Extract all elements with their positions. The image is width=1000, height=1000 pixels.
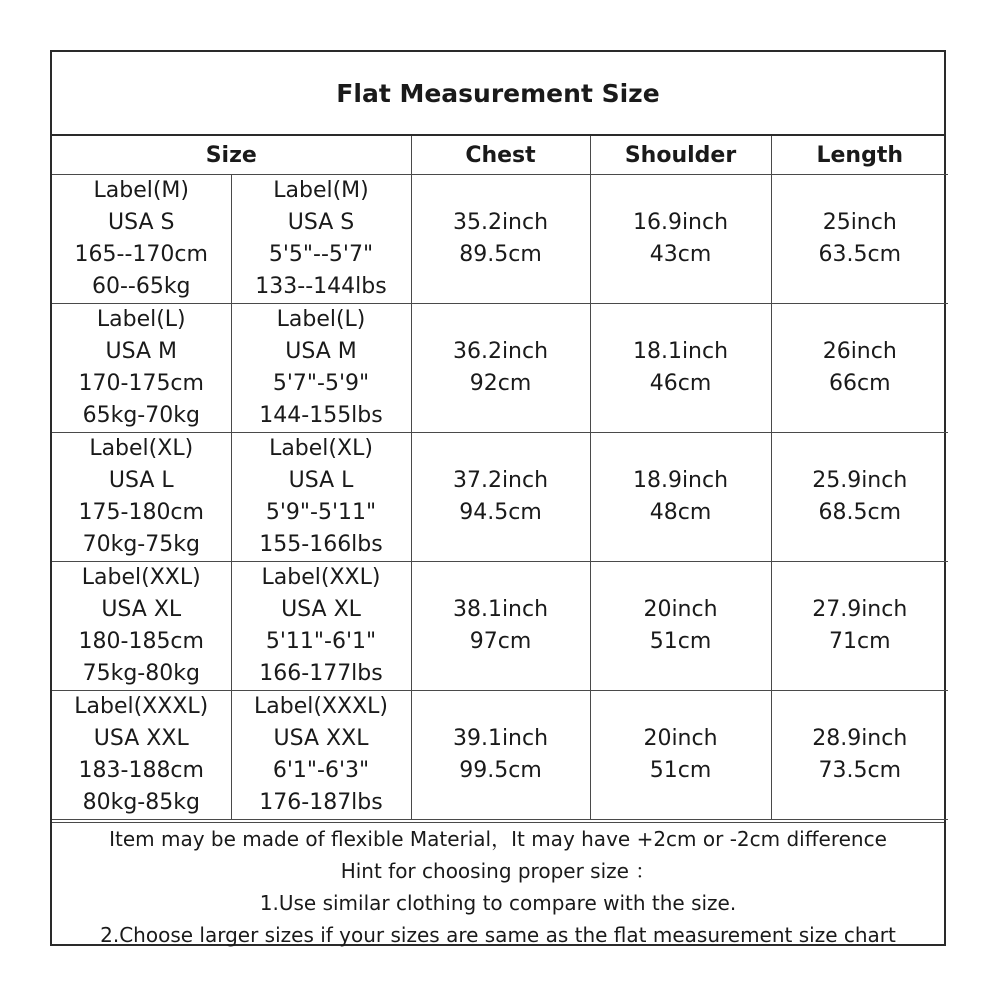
size-metric-cell: Label(XXL) USA XL 180-185cm 75kg-80kg bbox=[52, 562, 231, 691]
chest-cell: 37.2inch 94.5cm bbox=[411, 433, 590, 562]
length-cell: 25inch 63.5cm bbox=[771, 175, 948, 304]
size-imperial-cell: Label(L) USA M 5'7"-5'9" 144-155lbs bbox=[231, 304, 411, 433]
length-cell: 25.9inch 68.5cm bbox=[771, 433, 948, 562]
shoulder-cell: 16.9inch 43cm bbox=[590, 175, 771, 304]
size-notes bbox=[52, 822, 944, 947]
length-cell: 26inch 66cm bbox=[771, 304, 948, 433]
size-imperial-cell: Label(XXL) USA XL 5'11"-6'1" 166-177lbs bbox=[231, 562, 411, 691]
header-chest: Chest bbox=[411, 136, 590, 175]
header-length: Length bbox=[771, 136, 948, 175]
chart-title: Flat Measurement Size bbox=[52, 52, 944, 136]
shoulder-cell: 18.9inch 48cm bbox=[590, 433, 771, 562]
header-shoulder: Shoulder bbox=[590, 136, 771, 175]
chest-cell: 35.2inch 89.5cm bbox=[411, 175, 590, 304]
shoulder-cell: 20inch 51cm bbox=[590, 691, 771, 820]
note-material: Item may be made of flexible Material，It may have +2cm or -2cm difference bbox=[109, 827, 887, 851]
size-metric-cell: Label(XXXL) USA XXL 183-188cm 80kg-85kg bbox=[52, 691, 231, 820]
shoulder-cell: 20inch 51cm bbox=[590, 562, 771, 691]
size-chart bbox=[50, 50, 946, 946]
note-hint-1: 1.Use similar clothing to compare with the size. bbox=[259, 891, 737, 915]
header-row bbox=[52, 136, 948, 175]
size-metric-cell: Label(XL) USA L 175-180cm 70kg-75kg bbox=[52, 433, 231, 562]
size-imperial-cell: Label(XL) USA L 5'9"-5'11" 155-166lbs bbox=[231, 433, 411, 562]
length-cell: 28.9inch 73.5cm bbox=[771, 691, 948, 820]
size-metric-cell: Label(L) USA M 170-175cm 65kg-70kg bbox=[52, 304, 231, 433]
table-row bbox=[52, 562, 948, 691]
length-cell: 27.9inch 71cm bbox=[771, 562, 948, 691]
chest-cell: 38.1inch 97cm bbox=[411, 562, 590, 691]
size-imperial-cell: Label(XXXL) USA XXL 6'1"-6'3" 176-187lbs bbox=[231, 691, 411, 820]
note-hint-heading: Hint for choosing proper size ： bbox=[340, 859, 656, 883]
size-table bbox=[52, 136, 948, 820]
shoulder-cell: 18.1inch 46cm bbox=[590, 304, 771, 433]
table-row bbox=[52, 304, 948, 433]
size-metric-cell: Label(M) USA S 165--170cm 60--65kg bbox=[52, 175, 231, 304]
chest-cell: 39.1inch 99.5cm bbox=[411, 691, 590, 820]
header-size: Size bbox=[52, 136, 411, 175]
chest-cell: 36.2inch 92cm bbox=[411, 304, 590, 433]
size-imperial-cell: Label(M) USA S 5'5"--5'7" 133--144lbs bbox=[231, 175, 411, 304]
note-hint-2: 2.Choose larger sizes if your sizes are same as the flat measurement size chart bbox=[100, 923, 896, 947]
table-row bbox=[52, 175, 948, 304]
table-row bbox=[52, 691, 948, 820]
table-row bbox=[52, 433, 948, 562]
